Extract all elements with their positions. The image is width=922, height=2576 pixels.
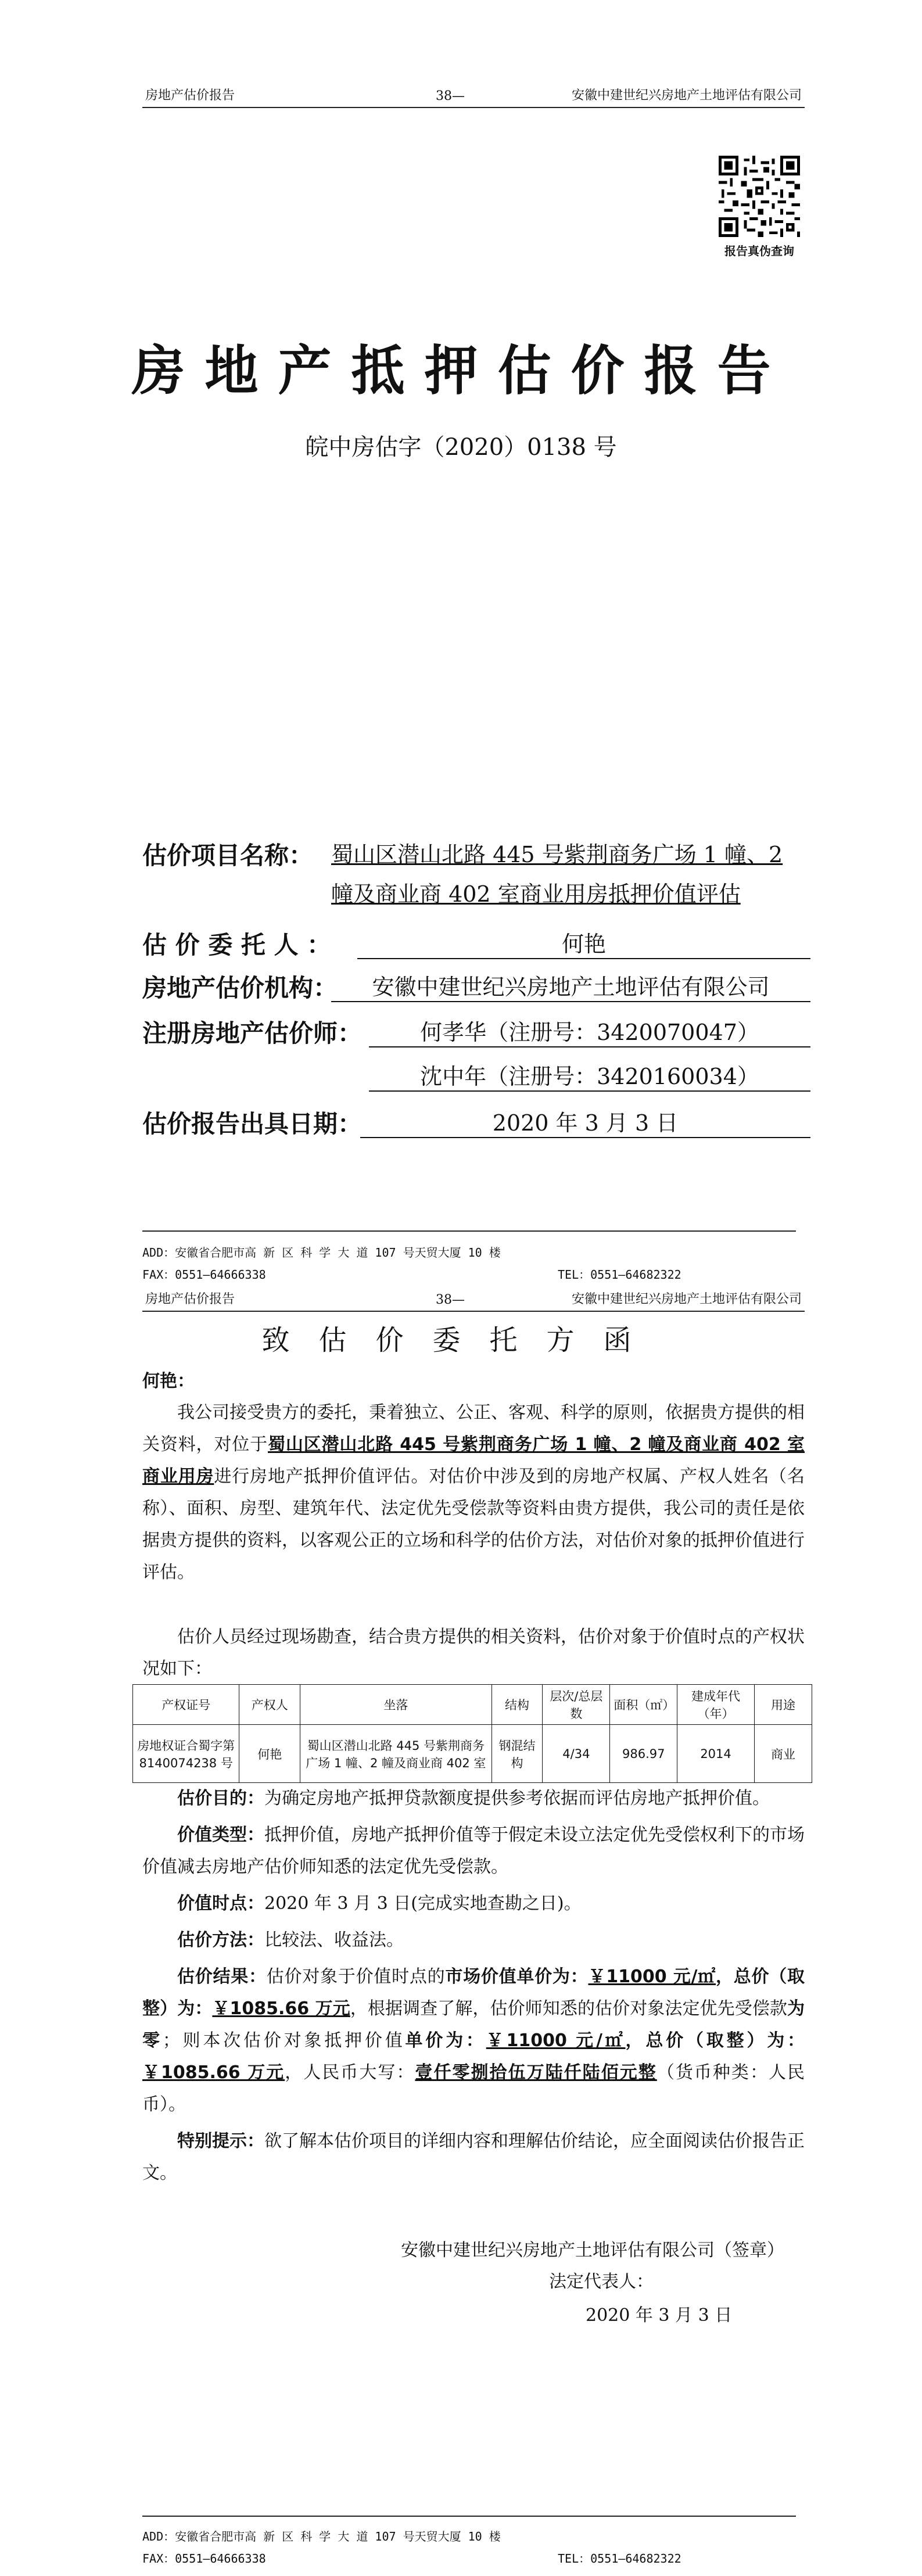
- para1-text-cont: 进行房地产抵押价值评估。对估价中涉及到的房地产权属、产权人姓名（名称）、面积、房型、建筑年代、法定优先受偿款等资料由贵方提供，我公司的责任是依据贵方提供的资料，以客观公正的立场和科学的估价方法，对估价对象的抵押价值进行评估。: [142, 1466, 805, 1583]
- value-type-paragraph: [142, 1819, 805, 1883]
- agency-label: 房地产估价机构：: [142, 974, 338, 1002]
- para2-text: 估价人员经过现场勘查，结合贵方提供的相关资料，估价对象于价值时点的产权状况如下：: [142, 1627, 805, 1679]
- table-cell: 钢混结构: [492, 1725, 543, 1783]
- footer-tel: TEL：0551—64682322: [558, 1268, 681, 1282]
- appraiser-1: 何孝华（注册号：3420070047）: [369, 1014, 810, 1047]
- footer-rule: [142, 2516, 796, 2517]
- result-text: 市场价值单价为：: [445, 1967, 589, 1987]
- project-name-value-line2: 幢及商业商 402 室商业用房抵押价值评估: [331, 881, 741, 907]
- page2-header: [142, 1285, 805, 1312]
- header-left: 房地产估价报告: [145, 88, 235, 103]
- qr-code[interactable]: [719, 156, 800, 237]
- appraiser-label: 注册房地产估价师：: [142, 1019, 363, 1047]
- table-cell: 蜀山区潜山北路 445 号紫荆商务广场 1 幢、2 幢及商业商 402 室: [300, 1725, 492, 1783]
- table-cell: 4/34: [543, 1725, 610, 1783]
- table-cell: 986.97: [610, 1725, 677, 1783]
- client-label: 估 价 委 托 人 ：: [142, 931, 332, 959]
- header-page-number: 38—: [436, 89, 465, 103]
- page1-header: [142, 81, 805, 108]
- salutation: 何艳：: [142, 1371, 195, 1391]
- table-header-row: [133, 1685, 812, 1725]
- header-right: 安徽中建世纪兴房地产土地评估有限公司: [571, 88, 802, 103]
- footer-tel: TEL：0551—64682322: [558, 2552, 681, 2566]
- property-table: [132, 1684, 812, 1783]
- mortgage-total-price: ￥1085.66 万元: [142, 2062, 285, 2083]
- header-right: 安徽中建世纪兴房地产土地评估有限公司: [571, 1292, 802, 1307]
- table-cell: 商业: [754, 1725, 812, 1783]
- footer-fax: FAX：0551—64666338: [142, 2552, 266, 2566]
- purpose-label: 估价目的：: [177, 1788, 264, 1809]
- amount-in-words: 壹仟零捌拾伍万陆仟陆佰元整: [415, 2062, 657, 2083]
- method-text: 比较法、收益法。: [264, 1930, 404, 1950]
- purpose-text: 为确定房地产抵押贷款额度提供参考依据而评估房地产抵押价值。: [264, 1788, 770, 1809]
- appraiser-2: 沈中年（注册号：3420160034）: [369, 1059, 810, 1092]
- header-left: 房地产估价报告: [145, 1292, 235, 1307]
- table-header: 面积（㎡）: [610, 1685, 677, 1725]
- signature-date: 2020 年 3 月 3 日: [586, 2305, 733, 2326]
- result-text: （货币种类：人民币）。: [142, 2062, 805, 2115]
- purpose-paragraph: [142, 1782, 805, 1814]
- table-header: 产权证号: [133, 1685, 239, 1725]
- table-cell: 2014: [677, 1725, 755, 1783]
- result-text: ，总价（取整）为：: [142, 1967, 805, 2019]
- footer-address: ADD：安徽省合肥市高 新 区 科 学 大 道 107 号天贸大厦 10 楼: [142, 2530, 501, 2543]
- method-paragraph: [142, 1924, 805, 1956]
- table-header: 层次/总层数: [543, 1685, 610, 1725]
- result-text: ，根据调查了解，估价师知悉的估价对象法定优先受偿款: [350, 1999, 787, 2019]
- client-value: 何艳: [357, 926, 810, 959]
- signature-company: 安徽中建世纪兴房地产土地评估有限公司（签章）: [401, 2240, 784, 2261]
- table-header: 结构: [492, 1685, 543, 1725]
- header-page-number: 38—: [436, 1293, 465, 1307]
- note-text: 欲了解本估价项目的详细内容和理解估价结论，应全面阅读估价报告正文。: [142, 2131, 805, 2183]
- result-text: 估价对象于价值时点的: [266, 1967, 446, 1987]
- report-title: 房地产抵押估价报告: [131, 339, 791, 402]
- result-paragraph: [142, 1961, 805, 2121]
- result-text: 单价为：: [405, 2030, 486, 2051]
- date-value: 2020 年 3 月 3 日: [360, 1105, 810, 1138]
- table-header: 产权人: [239, 1685, 300, 1725]
- date-label: 估价报告出具日期：: [142, 1110, 363, 1138]
- result-text: ；则本次估价对象抵押价值: [162, 2030, 406, 2051]
- intro-paragraph: [142, 1397, 805, 1588]
- table-header: 坐落: [300, 1685, 492, 1725]
- table-header: 用途: [754, 1685, 812, 1725]
- table-cell: 何艳: [239, 1725, 300, 1783]
- value-time-paragraph: [142, 1888, 805, 1920]
- letter-title: 致估价委托方函: [261, 1324, 661, 1357]
- para1-text: 我公司接受贵方的委托，秉着独立、公正、客观、科学的原则，依据贵方提供的相关资料，对位于: [142, 1402, 805, 1455]
- value-time-text: 2020 年 3 月 3 日(完成实地查勘之日)。: [264, 1893, 582, 1914]
- table-header: 建成年代（年）: [677, 1685, 755, 1725]
- footer-fax: FAX：0551—64666338: [142, 1268, 266, 1282]
- footer-address: ADD：安徽省合肥市高 新 区 科 学 大 道 107 号天贸大厦 10 楼: [142, 1246, 501, 1260]
- survey-paragraph: [142, 1621, 805, 1685]
- property-location: 蜀山区潜山北路 445 号紫荆商务广场 1 幢、2 幢及商业商 402 室商业用房: [142, 1434, 805, 1487]
- mortgage-unit-price: ￥11000 元/㎡: [486, 2030, 626, 2051]
- result-label: 估价结果：: [177, 1967, 267, 1987]
- footer-rule: [142, 1230, 796, 1232]
- table-cell: 房地权证合蜀字第 8140074238 号: [133, 1725, 239, 1783]
- value-type-label: 价值类型：: [177, 1825, 264, 1845]
- document-number: 皖中房估字（2020）0138 号: [305, 434, 617, 461]
- value-time-label: 价值时点：: [177, 1893, 264, 1914]
- note-label: 特别提示：: [177, 2131, 264, 2151]
- result-text: ，总价（取整）为：: [625, 2030, 805, 2051]
- result-text: 为零: [142, 1999, 805, 2051]
- market-total-price: ￥1085.66 万元: [212, 1999, 350, 2019]
- signature-representative: 法定代表人：: [549, 2272, 654, 2292]
- method-label: 估价方法：: [177, 1930, 264, 1950]
- details-section: [142, 1782, 805, 2189]
- market-unit-price: ￥11000 元/㎡: [588, 1967, 716, 1987]
- table-row: [133, 1725, 812, 1783]
- note-paragraph: [142, 2125, 805, 2189]
- result-text: ，人民币大写：: [285, 2062, 415, 2083]
- project-name-label: 估价项目名称：: [142, 841, 314, 870]
- agency-value: 安徽中建世纪兴房地产土地评估有限公司: [331, 969, 810, 1002]
- qr-caption: 报告真伪查询: [724, 244, 794, 258]
- project-name-value-line1: 蜀山区潜山北路 445 号紫荆商务广场 1 幢、2: [331, 842, 783, 867]
- value-type-text: 抵押价值，房地产抵押价值等于假定未设立法定优先受偿权利下的市场价值减去房地产估价师知悉的法定优先受偿款。: [142, 1825, 805, 1877]
